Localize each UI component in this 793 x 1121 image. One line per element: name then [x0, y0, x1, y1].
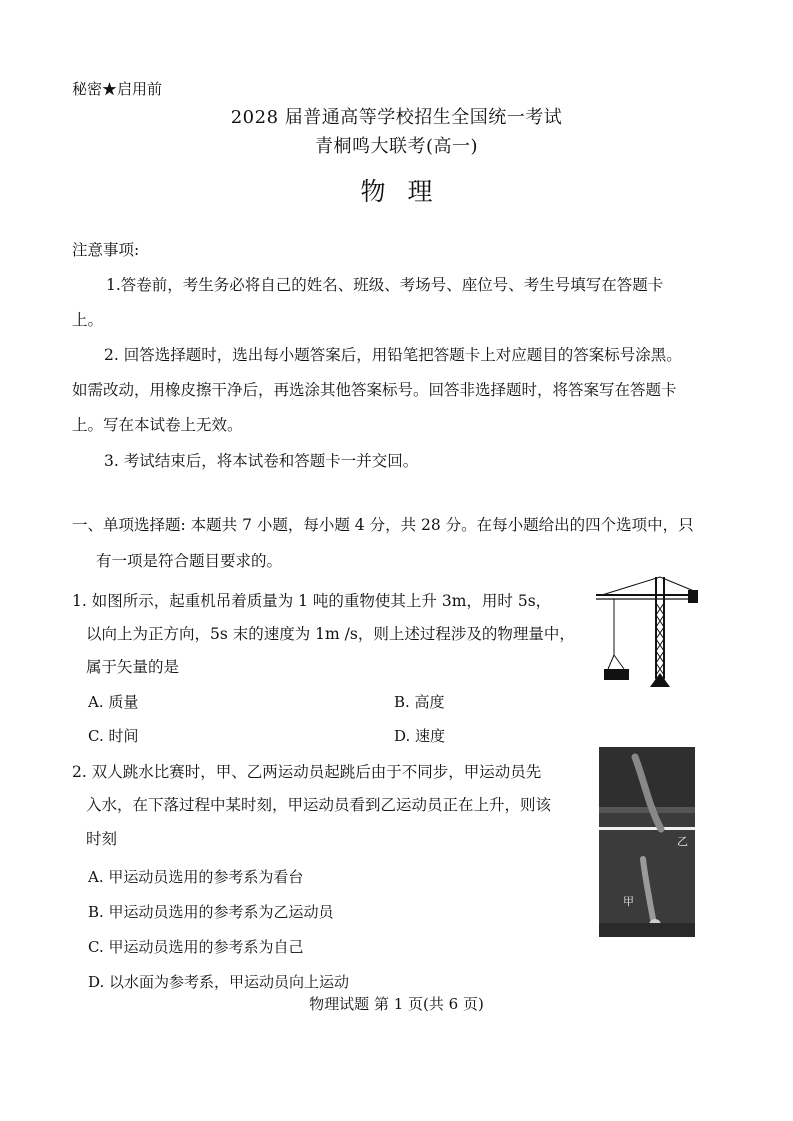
q2-stem-line1: 2. 双人跳水比赛时，甲、乙两运动员起跳后由于不同步，甲运动员先	[72, 763, 542, 781]
note-2-line1: 2. 回答选择题时，选出每小题答案后，用铅笔把答题卡上对应题目的答案标号涂黑。	[104, 346, 682, 364]
exam-title: 2028 届普通高等学校招生全国统一考试	[230, 107, 563, 128]
note-1-line1: 1.答卷前，考生务必将自己的姓名、班级、考场号、座位号、考生号填写在答题卡	[106, 276, 664, 294]
notes-heading: 注意事项:	[72, 241, 140, 259]
q1-stem-line3: 属于矢量的是	[86, 658, 180, 676]
note-2-line2: 如需改动，用橡皮擦干净后，再选涂其他答案标号。回答非选择题时，将答案写在答题卡	[72, 381, 677, 399]
diving-photo	[599, 747, 695, 937]
label-jia: 甲	[623, 895, 634, 908]
q2-stem-line3: 时刻	[86, 830, 118, 848]
subject-title: 物理	[360, 177, 455, 206]
q2-option-c: C. 甲运动员选用的参考系为自己	[88, 938, 304, 956]
q2-option-b: B. 甲运动员选用的参考系为乙运动员	[88, 903, 334, 921]
q2-option-d: D. 以水面为参考系，甲运动员向上运动	[88, 973, 350, 991]
crane-figure	[594, 573, 700, 690]
q1-stem-line1: 1. 如图所示，起重机吊着质量为 1 吨的重物使其上升 3m，用时 5s，	[72, 592, 552, 610]
q1-option-d: D. 速度	[394, 727, 446, 745]
section-1-heading-cont: 有一项是符合题目要求的。	[96, 552, 283, 570]
section-1-heading: 一、单项选择题: 本题共 7 小题，每小题 4 分，共 28 分。在每小题给出的四个选项中，只	[72, 516, 694, 534]
q2-option-a: A. 甲运动员选用的参考系为看台	[88, 868, 304, 886]
q2-stem-line2: 入水，在下落过程中某时刻，甲运动员看到乙运动员正在上升，则该	[86, 796, 552, 814]
q1-option-b: B. 高度	[394, 693, 445, 711]
note-3: 3. 考试结束后，将本试卷和答题卡一并交回。	[104, 452, 419, 470]
confidential-mark: 秘密★启用前	[72, 80, 163, 98]
note-1-line2: 上。	[72, 311, 104, 329]
q1-option-c: C. 时间	[88, 727, 139, 745]
page-footer: 物理试题 第 1 页(共 6 页)	[309, 995, 484, 1013]
note-2-line3: 上。写在本试卷上无效。	[72, 416, 243, 434]
q1-stem-line2: 以向上为正方向，5s 末的速度为 1m /s，则上述过程涉及的物理量中，	[86, 625, 575, 643]
exam-subtitle: 青桐鸣大联考(高一)	[314, 136, 479, 157]
q1-option-a: A. 质量	[88, 693, 139, 711]
label-yi: 乙	[677, 835, 688, 848]
